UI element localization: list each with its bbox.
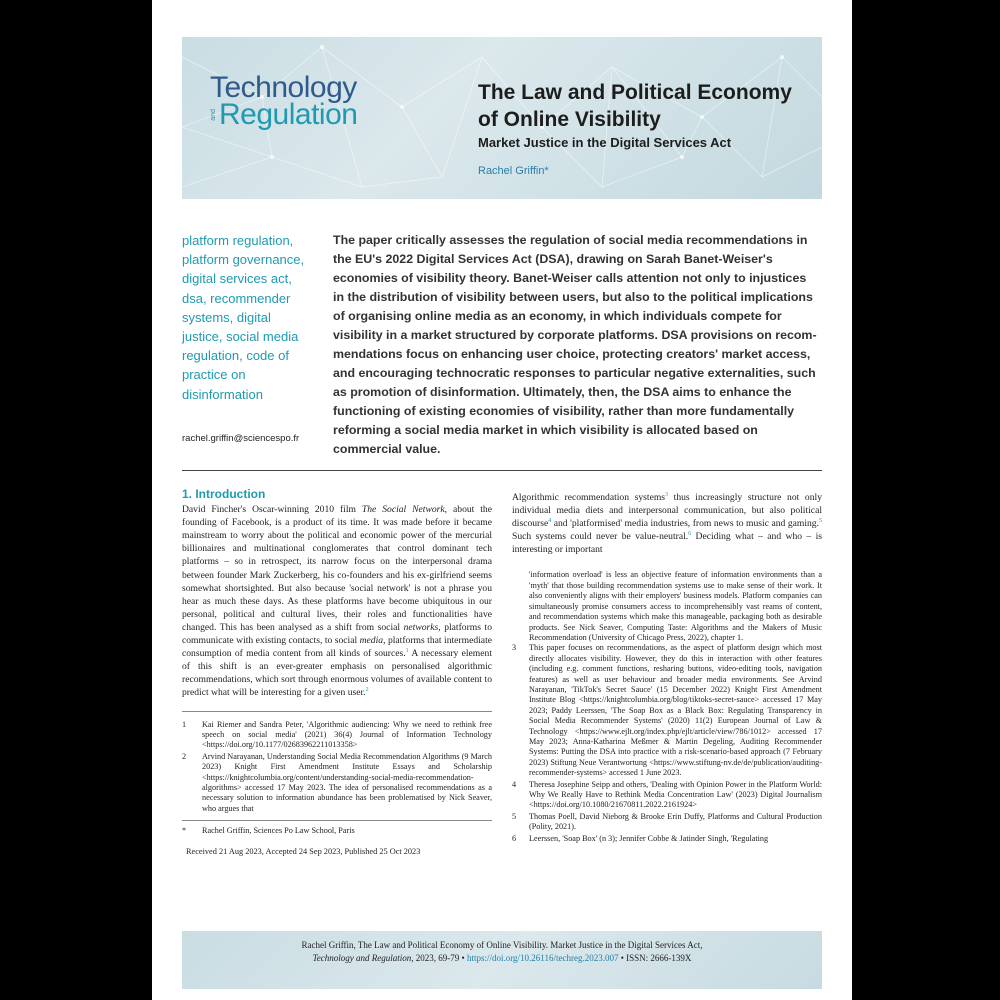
footnote: 5 Thomas Poell, David Nieborg & Brooke Erin Duffy, Platforms and Cultural Production (Polity, 2021).: [512, 811, 822, 832]
footnote: 1 Kai Riemer and Sandra Peter, 'Algorithmic audiencing: Why we need to rethink free speech on social media' (2021) 36(4) Journal of Information Technology <https://doi.org/10.1177/02683962211013358>: [182, 719, 492, 750]
footnote: 4 Theresa Josephine Seipp and others, 'Dealing with Opinion Power in the Platform World: Why We Really Have to Rethink Media Concentration Law' (2023) Digital Journalism <https://doi.org/10.1080/21670811.2022.2161924>: [512, 779, 822, 810]
author-email[interactable]: rachel.griffin@sciencespo.fr: [182, 433, 300, 444]
article-author: Rachel Griffin*: [478, 165, 549, 177]
footnote-divider: [182, 711, 492, 712]
publication-dates: Received 21 Aug 2023, Accepted 24 Sep 2023, Published 25 Oct 2023: [186, 846, 421, 856]
article-subtitle: Market Justice in the Digital Services Act: [478, 135, 732, 150]
citation-line: Rachel Griffin, The Law and Political Economy of Online Visibility. Market Justice in the Digital Services Act, Technology and Regulation, 2023, 69-79 • https://doi.org/10.26116/techreg.2023.007 • ISSN: 2666-139X: [301, 940, 703, 963]
right-column: [512, 491, 822, 845]
footnote-ref[interactable]: 3: [665, 491, 669, 498]
abstract: The paper critically assesses the regulation of social media recommendations in the EU's 2022 Digital Services Act (DSA), drawing on Sarah Banet-Weiser's economies of visibility theory. Banet-Weiser calls attention not only to injustices in the distribution of visibility between users, but also to the political implications of organising online media as an economy, in which individuals compete for visibility in a market structured by corporate platforms. DSA provisions on recom-mendations focus on enhancing user choice, protecting creators' market access, and encouraging technocratic responses to particular negative externalities, such as promotion of disinformation. Ultimately, then, the DSA aims to enhance the functioning of existing economies of visibility, rather than more fundamentally reforming a social media market in which visibility is allocated based on commercial value.: [333, 233, 817, 456]
footnote: 3 This paper focuses on recommendations, as the aspect of platform design which most directly allocates visibility. However, they do this in interaction with other features (including e.g. comment functions, resharing buttons, video-editing tools, navigation features) as well as user behaviour and broader media environments. See Arvind Narayanan, 'TikTok's Secret Sauce' (15 December 2022) Knight First Amendment Institute Blog <https://knightcolumbia.org/blog/tiktoks-secret-sauce> accessed 17 May 2023; Paddy Leerssen, 'The Soap Box as a Black Box: Regulating Transparency in Social Media Recommender Systems' (2020) 11(2) European Journal of Law & Technology <https://www.ejlt.org/index.php/ejlt/article/view/786/1012> accessed 17 May 2023; Anna-Katharina Meßmer & Martin Degeling, Auditing Recommender Systems: Putting the DSA into practice with a risk-scenario-based approach (7 February 2023) Stiftung Neue Verantwortung <https://www.stiftung-nv.de/de/publication/auditing-recommender-systems> accessed 1 June 2023.: [512, 643, 822, 778]
journal-name: Technology and Regulation: [312, 953, 412, 963]
doi-link[interactable]: https://doi.org/10.26116/techreg.2023.007: [466, 953, 619, 963]
footnote-divider: [182, 820, 492, 821]
section-heading: 1. Introduction: [182, 487, 266, 501]
left-column: [182, 488, 492, 857]
logo-regulation: Regulation: [219, 98, 358, 131]
footnote: 2 Arvind Narayanan, Understanding Social Media Recommendation Algorithms (9 March 2023) Knight First Amendment Institute Essays and Scholarship <https://knightcolumbia.org/content/understanding-social-media-recommendation-algorithms> accessed 17 May 2023. The idea of personalised recommendations as a necessary solution to information abundance has been problematised by Nick Seaver, who argues that: [182, 751, 492, 813]
footnotes-left: [182, 720, 492, 857]
footnote: 6 Leerssen, 'Soap Box' (n 3); Jennifer Cobbe & Jatinder Singh, 'Regulating: [512, 833, 769, 843]
footnote-ref[interactable]: 5: [819, 518, 822, 524]
keywords: platform regulation, platform governance, digital services act, dsa, recommender systems, digital justice, social media regulation, code of practice on disinformation: [182, 233, 305, 402]
footnote-ref[interactable]: 2: [365, 687, 369, 694]
section-divider: [182, 470, 822, 471]
footnote-continuation: 'information overload' is less an objective feature of information environments than a 'myth' that those building recommendation systems use to make sense of their work. It also conveniently aligns with their employers' business models. Platform companies can simultaneously promise consumers access to incomprehensibly vast reams of content, and recommendation systems which make this manageable, packaging both as desirable products. See Nick Seaver, Computing Taste: Algorithms and the Makers of Music Recommendation (University of Chicago Press, 2022), chapter 1.: [529, 570, 822, 642]
page-footer: [182, 931, 822, 989]
intro-paragraph: David Fincher's Oscar-winning 2010 film The Social Network, about the founding of Facebook, is a product of its time. It was made before it became mainstream to worry about the political and economic power of the mercurial billionaires and multinational conglomerates that control dominant tech platforms – so in retrospect, its narrow focus on the interpersonal drama between founder Mark Zuckerberg, his co-founders and his ex-girlfriend seems somewhat shortsighted. But also because 'social network' is not a phrase you hear as much these days. As these platforms have become ubiquitous in our personal, political and cultural lives, their roles and functionalities have changed. This has been analysed as a shift from social networks, platforms to communicate with existing contacts, to social media, platforms that intermediate consumption of media content from all kinds of sources.$^1$ A necessary element of this shift is an ever-greater emphasis on personalised algorithmic recommendations, which sort through enormous volumes of available content to predict what will be interesting for a given user.$^2$: [182, 504, 492, 699]
footnote-ref[interactable]: 6: [688, 531, 692, 538]
logo-and: and: [210, 109, 217, 121]
footnotes-right: [512, 570, 822, 844]
logo-technology: Technology: [210, 71, 357, 104]
author-affiliation-note: * Rachel Griffin, Sciences Po Law School, Paris: [182, 826, 355, 836]
intro-paragraph-continued: Algorithmic recommendation systems$^3$ thus increasingly structure not only individual media diets and interpersonal communication, but also political discourse$^4$ and 'platformised' media industries, from news to music and gaming.$^5$ Such systems could never be value-neutral.$^6$ Deciding what – and who – is interesting or important: [512, 491, 822, 556]
footnote-ref[interactable]: 1: [405, 647, 409, 654]
article-title: The Law and Political Economy of Online Visibility: [478, 81, 792, 131]
journal-logo: [210, 73, 357, 130]
header-banner: [182, 37, 822, 199]
paper-page: [152, 0, 852, 1000]
footnote-ref[interactable]: 4: [548, 518, 552, 524]
